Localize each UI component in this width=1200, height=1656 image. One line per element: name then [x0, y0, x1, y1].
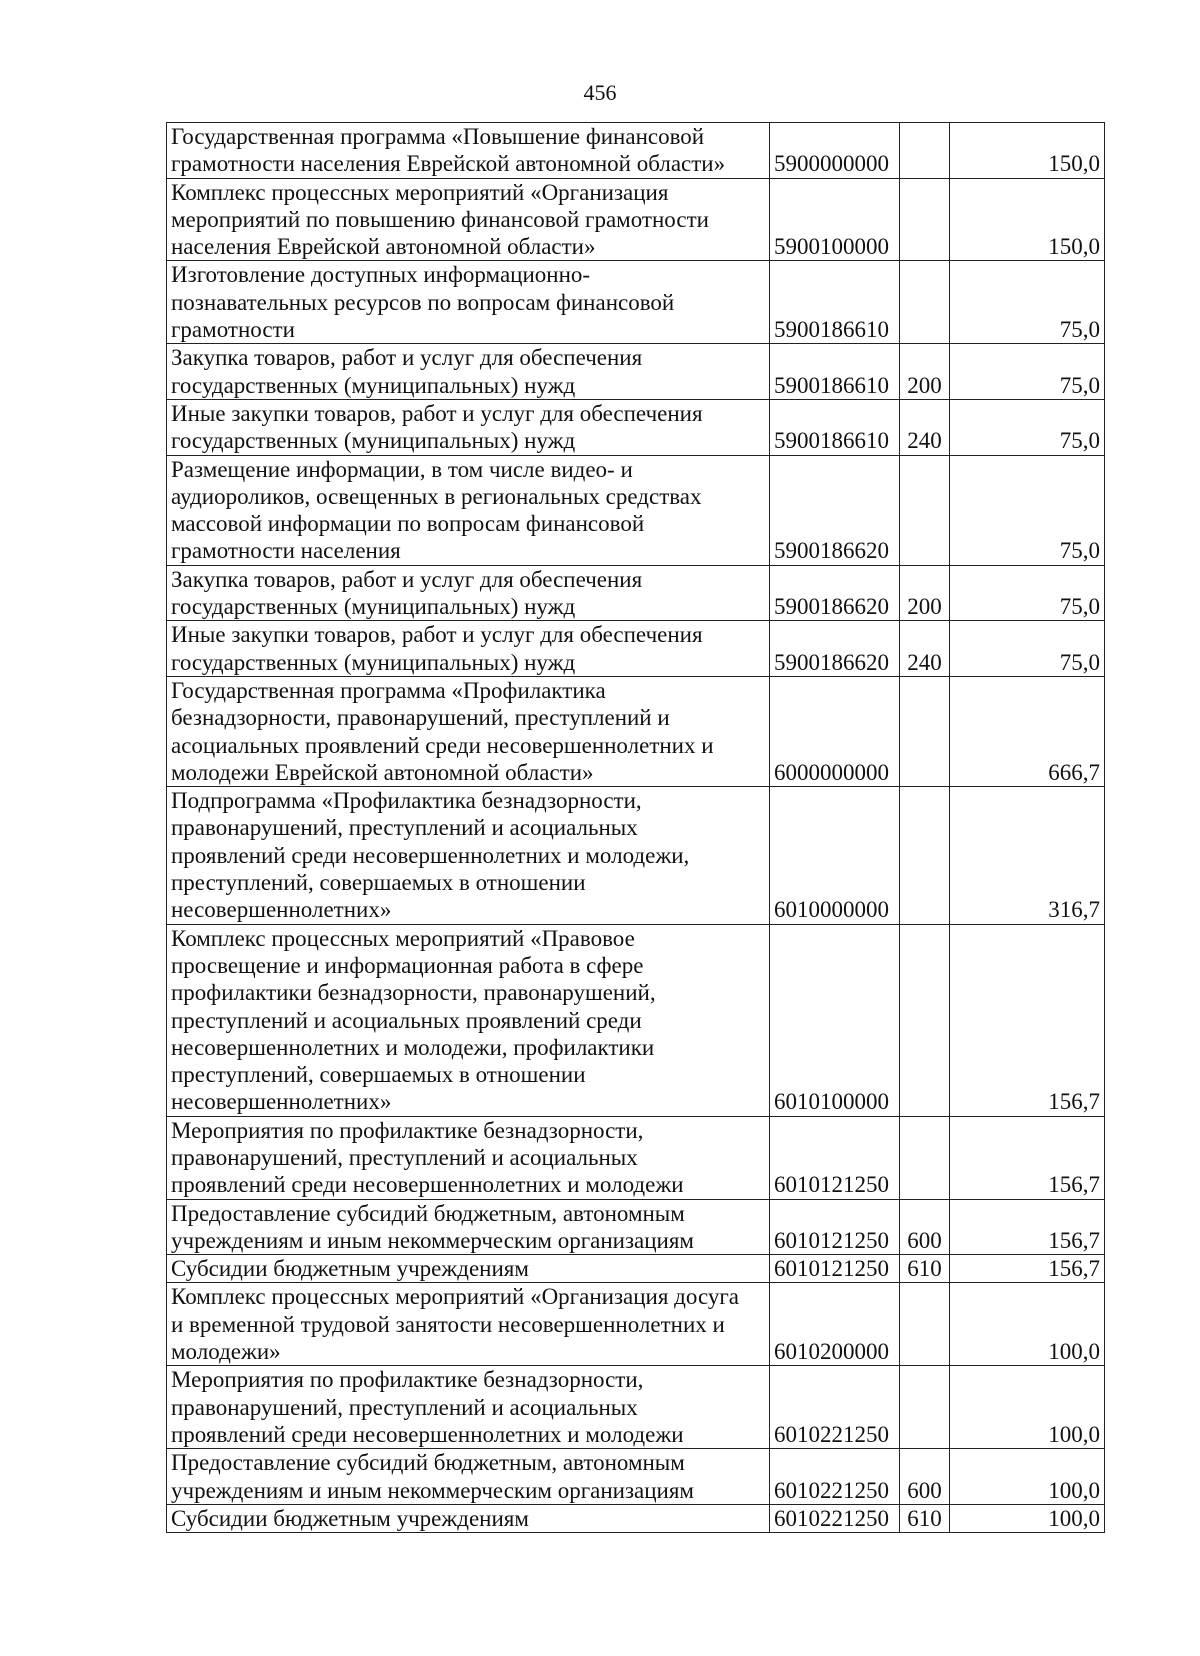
table-row	[167, 399, 1105, 455]
page-number: 456	[583, 80, 617, 105]
table-row	[167, 1116, 1105, 1199]
row-code-cell: 5900186620	[770, 455, 900, 565]
row-type-cell	[900, 455, 950, 565]
table-row	[167, 1199, 1105, 1255]
row-sum-cell: 100,0	[950, 1366, 1105, 1449]
row-sum-cell: 75,0	[950, 399, 1105, 455]
row-sum-cell: 156,7	[950, 1255, 1105, 1283]
table-row	[167, 1283, 1105, 1366]
row-type-cell: 200	[900, 565, 950, 621]
row-sum-cell: 75,0	[950, 344, 1105, 400]
row-code-cell: 6010000000	[770, 787, 900, 924]
row-name-cell: Иные закупки товаров, работ и услуг для обеспечения государственных (муниципальных) нужд	[167, 621, 770, 677]
row-sum-cell: 100,0	[950, 1504, 1105, 1532]
row-code-cell: 6010221250	[770, 1366, 900, 1449]
row-name-cell: Мероприятия по профилактике безнадзорности, правонарушений, преступлений и асоциальных проявлений среди несовершеннолетних и молодежи	[167, 1366, 770, 1449]
row-type-cell	[900, 924, 950, 1116]
row-code-cell: 5900186610	[770, 399, 900, 455]
row-code-cell: 6010200000	[770, 1283, 900, 1366]
row-sum-cell: 75,0	[950, 565, 1105, 621]
table-row	[167, 123, 1105, 179]
row-name-cell: Субсидии бюджетным учреждениям	[167, 1504, 770, 1532]
row-code-cell: 6010121250	[770, 1255, 900, 1283]
row-type-cell: 610	[900, 1504, 950, 1532]
row-sum-cell: 316,7	[950, 787, 1105, 924]
row-name-cell: Подпрограмма «Профилактика безнадзорности, правонарушений, преступлений и асоциальных проявлений среди несовершеннолетних и молодежи, преступлений, совершаемых в отношении несовершеннолетних»	[167, 787, 770, 924]
row-sum-cell: 75,0	[950, 261, 1105, 344]
row-name-cell: Комплекс процессных мероприятий «Правовое просвещение и информационная работа в сфере профилактики безнадзорности, правонарушений, преступлений и асоциальных проявлений среди несовершеннолетних и молодежи, профилактики преступлений, совершаемых в отношении несовершеннолетних»	[167, 924, 770, 1116]
row-name-cell: Размещение информации, в том числе видео- и аудиороликов, освещенных в региональных средствах массовой информации по вопросам финансовой грамотности населения	[167, 455, 770, 565]
row-name-cell: Комплекс процессных мероприятий «Организация досуга и временной трудовой занятости несовершеннолетних и молодежи»	[167, 1283, 770, 1366]
row-sum-cell: 666,7	[950, 676, 1105, 786]
row-name-cell: Мероприятия по профилактике безнадзорности, правонарушений, преступлений и асоциальных проявлений среди несовершеннолетних и молодежи	[167, 1116, 770, 1199]
row-sum-cell: 150,0	[950, 123, 1105, 179]
table-row	[167, 1504, 1105, 1532]
row-code-cell: 5900186610	[770, 344, 900, 400]
table-row	[167, 621, 1105, 677]
row-sum-cell: 75,0	[950, 621, 1105, 677]
row-code-cell: 5900186620	[770, 565, 900, 621]
table-row	[167, 1255, 1105, 1283]
row-type-cell	[900, 1283, 950, 1366]
row-sum-cell: 156,7	[950, 1116, 1105, 1199]
row-name-cell: Предоставление субсидий бюджетным, автономным учреждениям и иным некоммерческим организациям	[167, 1199, 770, 1255]
row-sum-cell: 156,7	[950, 924, 1105, 1116]
row-code-cell: 6010221250	[770, 1449, 900, 1505]
table-row	[167, 565, 1105, 621]
row-sum-cell: 100,0	[950, 1283, 1105, 1366]
row-type-cell	[900, 676, 950, 786]
row-name-cell: Субсидии бюджетным учреждениям	[167, 1255, 770, 1283]
table-row	[167, 1366, 1105, 1449]
row-code-cell: 5900100000	[770, 178, 900, 261]
table-row	[167, 344, 1105, 400]
table-row	[167, 1449, 1105, 1505]
table-row	[167, 261, 1105, 344]
budget-table	[166, 122, 1105, 1533]
row-code-cell: 6010100000	[770, 924, 900, 1116]
row-type-cell: 600	[900, 1449, 950, 1505]
table-row	[167, 787, 1105, 924]
row-name-cell: Изготовление доступных информационно- познавательных ресурсов по вопросам финансовой грамотности	[167, 261, 770, 344]
row-type-cell	[900, 178, 950, 261]
row-sum-cell: 75,0	[950, 455, 1105, 565]
row-type-cell: 240	[900, 399, 950, 455]
row-type-cell	[900, 261, 950, 344]
table-row	[167, 455, 1105, 565]
row-type-cell: 600	[900, 1199, 950, 1255]
row-code-cell: 6010221250	[770, 1504, 900, 1532]
row-code-cell: 5900000000	[770, 123, 900, 179]
table-row	[167, 924, 1105, 1116]
budget-table-body	[167, 123, 1105, 1533]
row-code-cell: 6010121250	[770, 1116, 900, 1199]
row-type-cell	[900, 1366, 950, 1449]
row-name-cell: Комплекс процессных мероприятий «Организация мероприятий по повышению финансовой грамотности населения Еврейской автономной области»	[167, 178, 770, 261]
table-row	[167, 676, 1105, 786]
row-code-cell: 5900186610	[770, 261, 900, 344]
row-type-cell	[900, 123, 950, 179]
row-type-cell	[900, 1116, 950, 1199]
row-name-cell: Государственная программа «Профилактика безнадзорности, правонарушений, преступлений и асоциальных проявлений среди несовершеннолетних и молодежи Еврейской автономной области»	[167, 676, 770, 786]
row-type-cell: 200	[900, 344, 950, 400]
row-code-cell: 5900186620	[770, 621, 900, 677]
row-name-cell: Предоставление субсидий бюджетным, автономным учреждениям и иным некоммерческим организациям	[167, 1449, 770, 1505]
row-sum-cell: 156,7	[950, 1199, 1105, 1255]
row-code-cell: 6000000000	[770, 676, 900, 786]
row-sum-cell: 100,0	[950, 1449, 1105, 1505]
row-type-cell: 610	[900, 1255, 950, 1283]
row-sum-cell: 150,0	[950, 178, 1105, 261]
row-name-cell: Закупка товаров, работ и услуг для обеспечения государственных (муниципальных) нужд	[167, 565, 770, 621]
row-name-cell: Государственная программа «Повышение финансовой грамотности населения Еврейской автономной области»	[167, 123, 770, 179]
table-row	[167, 178, 1105, 261]
row-type-cell: 240	[900, 621, 950, 677]
row-code-cell: 6010121250	[770, 1199, 900, 1255]
row-type-cell	[900, 787, 950, 924]
row-name-cell: Иные закупки товаров, работ и услуг для обеспечения государственных (муниципальных) нужд	[167, 399, 770, 455]
row-name-cell: Закупка товаров, работ и услуг для обеспечения государственных (муниципальных) нужд	[167, 344, 770, 400]
